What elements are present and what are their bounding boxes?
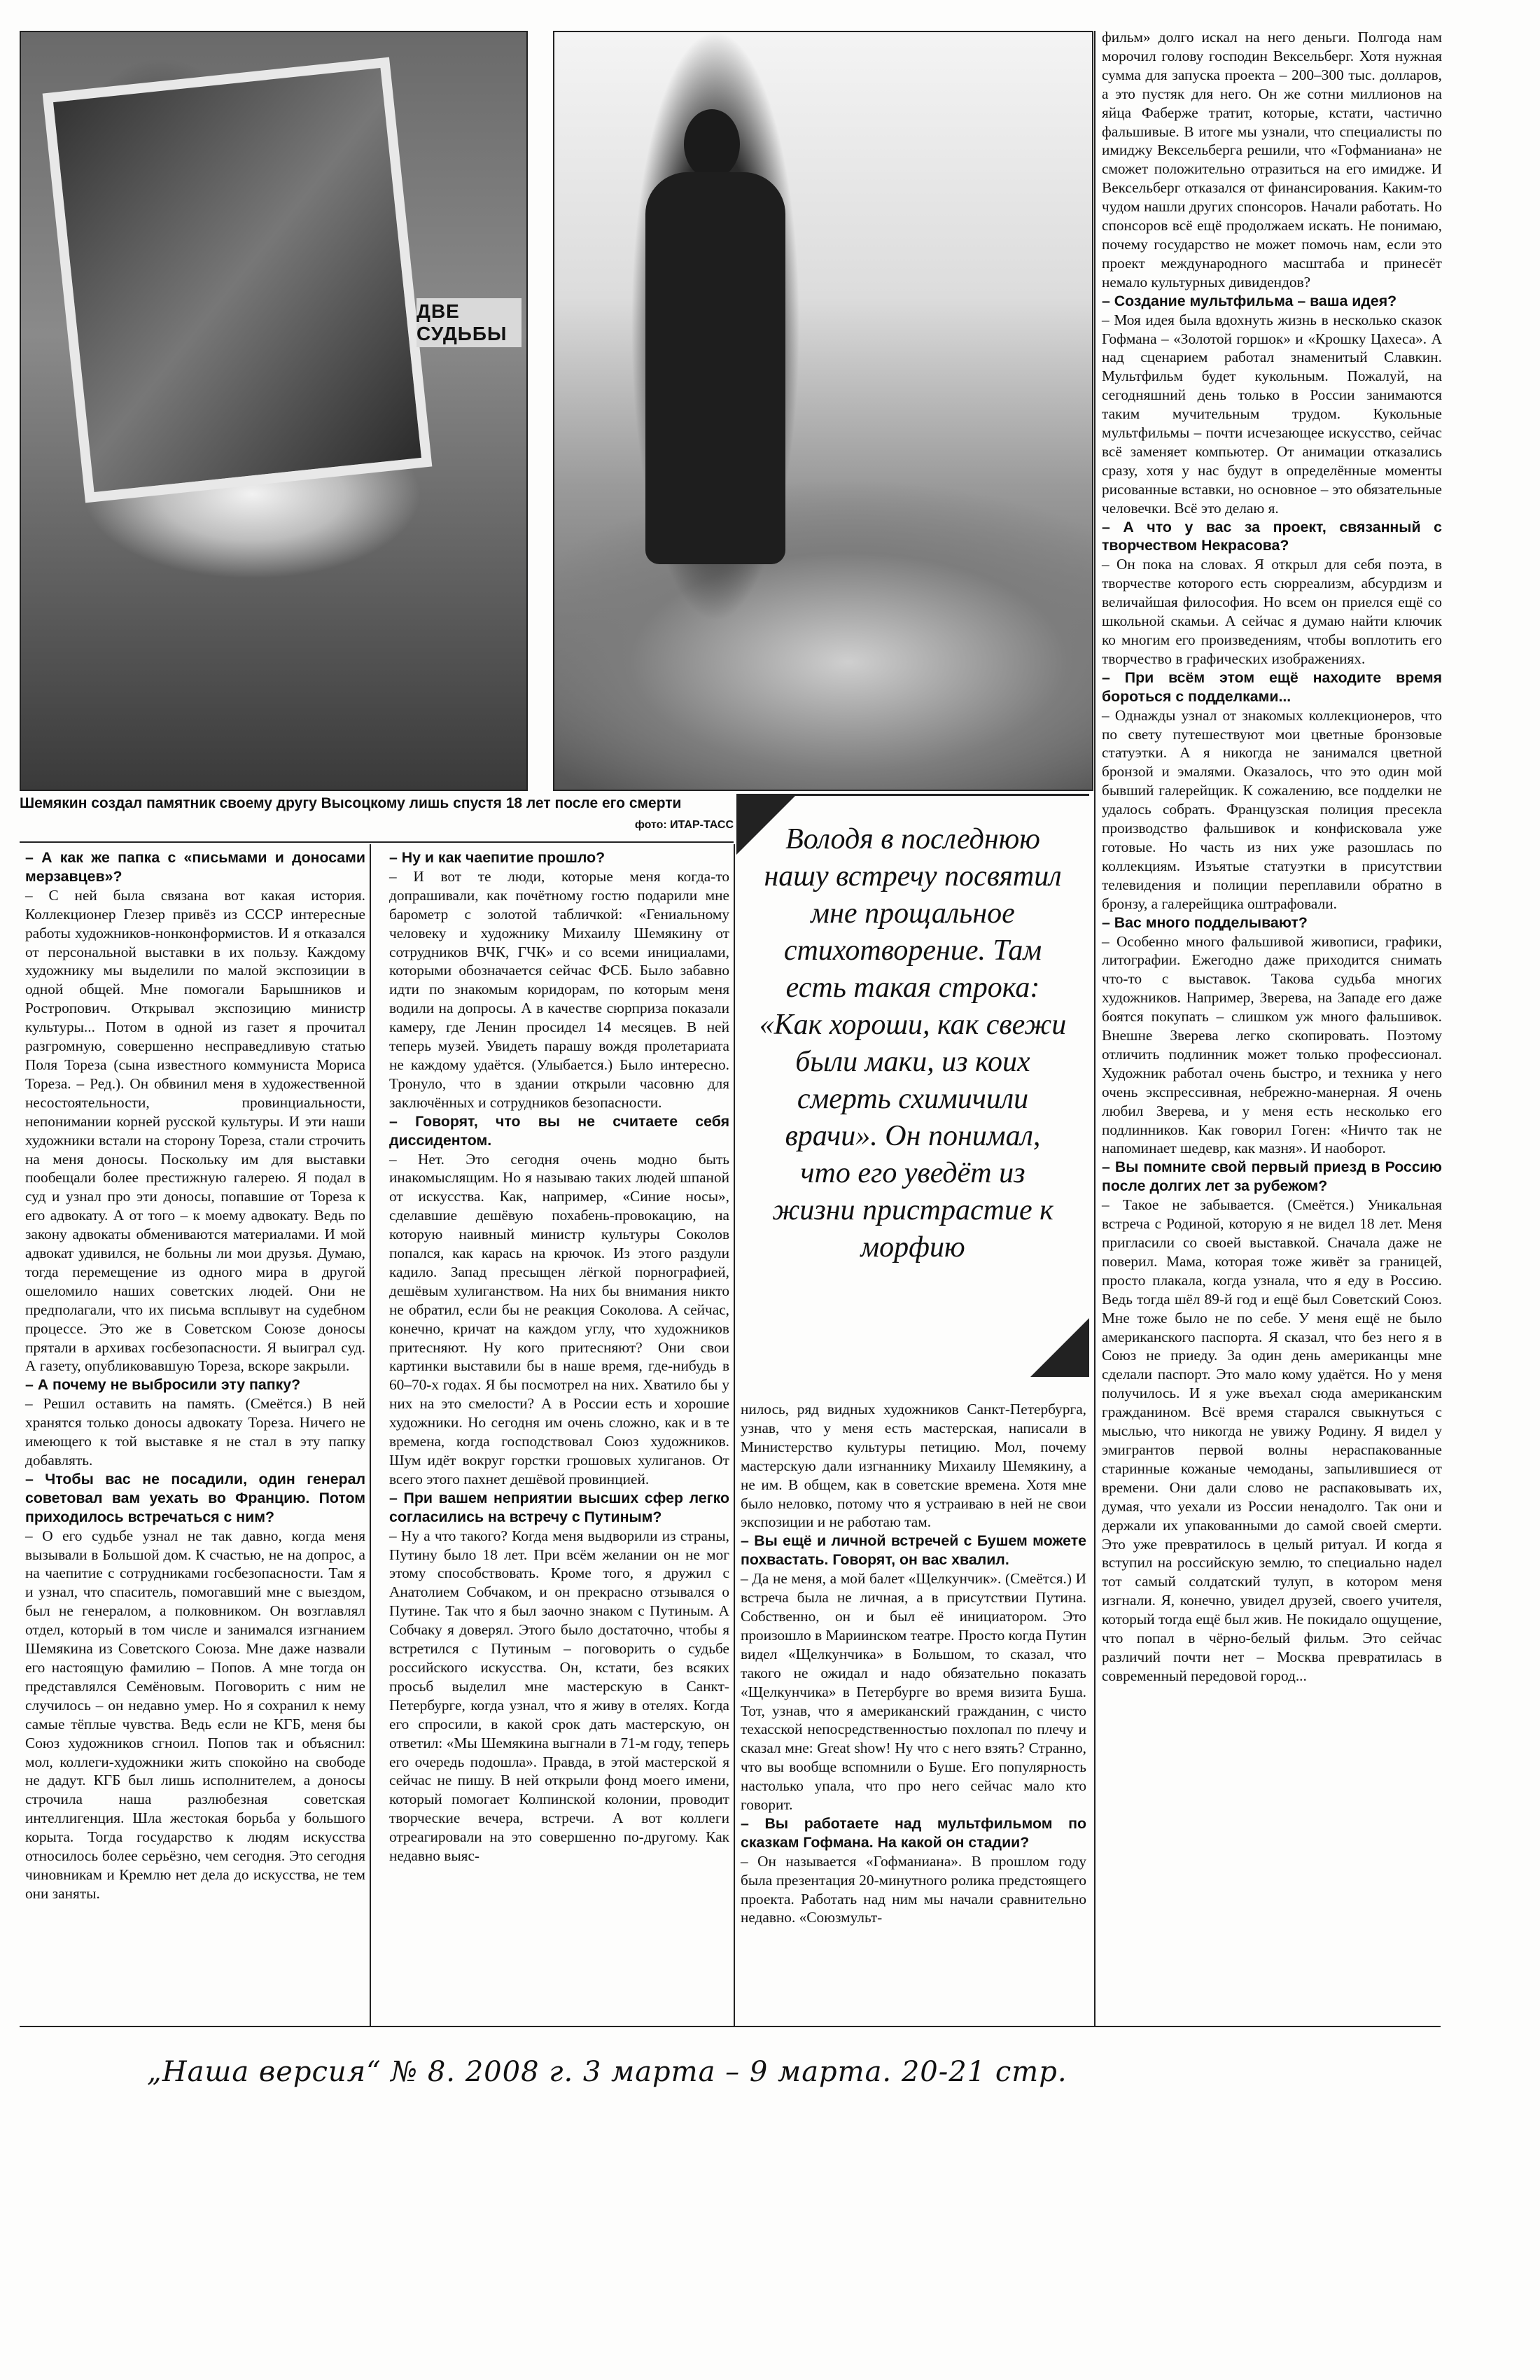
interview-answer: – Да не меня, а мой балет «Щелкунчик». (Смеётся.) И встреча была не личная, а в присутствии Путина. Собственно, он и был её инициатором. Это произошло в Мариинском театре. Просто когда Путин видел «Щелкунчика» в Большом, то сказал, что такого не ожидал и надо обязательно показать «Щелкунчика» в Петербурге во время визита Буша. Тот, узнав, что я американский гражданин, с чисто техасской непосредственностью похлопал по плечу и сказал мне: Great show! Ну что с него взять? Странно, что вы вообще вспомнили о Буше. Его популярность настолько упала, что про него сейчас мало кто говорит. bbox=[741, 1570, 1086, 1814]
interview-answer: фильм» долго искал на него деньги. Полгода нам морочил голову господин Вексельберг. Хотя нужная сумма для запуска проекта – 200–300 тыс. долларов, а это пустяк для него. Он же сотни миллионов на яйца Фаберже тратит, которые, кстати, частично фальшивые. В итоге мы узнали, что специалисты по имиджу Вексельберга решили, что «Гофманиана» не сможет положительно отразиться на его имидже. И Вексельберг отказался от финансирования. Каким-то чудом нашли других спонсоров. Начали работать. Но спонсоров всё ещё продолжаем искать. Не понимаю, почему государство не может помочь нам, если это проект международного масштаба и принесёт немало культурных дивидендов? bbox=[1102, 29, 1442, 290]
interview-question: – А как же папка с «письмами и доносами мерзавцев»? bbox=[25, 849, 365, 885]
interview-question: – Создание мультфильма – ваша идея? bbox=[1102, 292, 1397, 309]
column-rule bbox=[370, 844, 371, 2027]
interview-answer: – Решил оставить на память. (Смеётся.) В ней хранятся только доносы адвокату Тореза. Ничего не имеющего к той выставке я не стал в эту папку добавлять. bbox=[25, 1395, 365, 1469]
interview-answer: – Нет. Это сегодня очень модно быть инакомыслящим. Но я называю таких людей шпаной от искусства. Как, например, «Синие носы», сделавшие дешёвую похабень-провокацию, на которую наивный министр культуры Соколов попался, как карась на крючок. Из этого раздули кадило. Запад пресыщен лёгкой порнографией, дешёвым хулиганством. На них бы внимания никто не обратил, если бы не реакция Соколова. А сейчас, конечно, кричат на каждом углу, что художников притесняют. Ну кого притесняют? Они свои картинки выставили бы в наше время, где-нибудь в 60–70-х годах. Я бы посмотрел на них. Хватило бы у них на это смелости? А в России есть и хорошие художники. Но сегодня им очень сложно, как и в те времена, когда господствовал Союз художников. Шум идёт вокруг горстки грошовых хулиганов. От всего этого пахнет дешёвой провинцией. bbox=[389, 1150, 729, 1488]
article-column-3 bbox=[741, 1400, 1086, 2023]
caption-rule bbox=[20, 841, 734, 843]
handwritten-source-note: „Наша версия“ № 8. 2008 г. 3 марта – 9 марта. 20-21 стр. bbox=[147, 2056, 1068, 2088]
exhibition-photo bbox=[20, 31, 528, 791]
column-rule bbox=[1094, 31, 1096, 2026]
article-column-1 bbox=[25, 848, 365, 2024]
photo-sign: ДВЕ СУДЬБЫ bbox=[416, 298, 522, 347]
interview-answer: – Однажды узнал от знакомых коллекционеров, что по свету путешествуют мои цветные бронзовые статуэтки. А я никогда не занимался цветной бронзой и эмалями. Оказалось, что это один мой бывший галерейщик. К сожалению, все подделки не удалось собрать. Французская полиция пресекла производство фальшивок и конфисковала уже готовые. Но часть из них уже разошлась по коллекциям. Изъятые статуэтки в присутствии телевидения и полиции переплавили обратно в бронзу, а галерейщика оштрафовали. bbox=[1102, 706, 1442, 912]
interview-question: – Вас много подделывают? bbox=[1102, 913, 1308, 931]
statue-head bbox=[684, 109, 740, 179]
interview-question: – Вы ещё и личной встречей с Бушем можете похвастать. Говорят, он вас хвалил. bbox=[741, 1532, 1086, 1569]
interview-question: – А что у вас за проект, связанный с творчеством Некрасова? bbox=[1102, 518, 1442, 554]
interview-answer: – Такое не забывается. (Смеётся.) Уникальная встреча с Родиной, которую я не видел 18 лет. Меня пригласили со своей выставкой. Сначала даже не поверил. Мама, которая тоже живёт за границей, просто плакала, когда узнала, что я еду в Россию. Ведь тогда шёл 89-й год и ещё был Советский Союз. Мне тоже было не по себе. У меня ещё не было американского паспорта. Я сказал, что без него я в Союз не приеду. За один день американцы мне сделали паспорт. Это мало кому удаётся. Но у меня получилось. И я уже въехал сюда американским гражданином. Всё время старался свыкнуться с мыслью, что никогда не увижу Родину. Я видел у эмигрантов первой волны нераспакованные старинные кожаные чемоданы, запылившиеся от времени. Они дали слово не распаковывать их, думая, что уехали из России ненадолго. Так они и держали их упакованными до самой своей смерти. Это уже превратилось в целый ритуал. И когда я вступил на российскую землю, то специально надел тот самый солдатский тулуп, в котором меня изгнали. Я, конечно, увидел друзей, своего учителя, который тогда ещё был жив. Не покидало ощущение, что попал в чёрно-белый фильм. Это сейчас различий почти нет – Москва превратилась в современный передовой город... bbox=[1102, 1196, 1442, 1684]
interview-answer: – Особенно много фальшивой живописи, графики, литографии. Ежегодно даже приходится снимать что-то с выставок. Такова судьба многих художников. Например, Зверева, на Западе его даже боятся покупать – слишком уж много фальшивок. Внешне Зверева легко скопировать. Поэтому отличить подлинник может только профессионал. Художник работал очень быстро, и техника у него очень экспрессивная, небрежно-манерная. Я очень любил Зверева, и у меня есть несколько его подлинников. Как говорил Гоген: «Ничто так не напоминает шедевр, как мазня». И наоборот. bbox=[1102, 932, 1442, 1157]
column-rule bbox=[734, 844, 735, 2027]
article-column-2 bbox=[389, 848, 729, 2024]
photo-credit: фото: ИТАР-ТАСС bbox=[634, 819, 734, 831]
interview-question: – Вы работаете над мультфильмом по сказкам Гофмана. На какой он стадии? bbox=[741, 1814, 1086, 1851]
interview-answer: – О его судьбе узнал не так давно, когда меня вызывали в Большой дом. К счастью, не на допрос, а на чаепитие с сотрудниками госбезопасности. Там я и узнал, что спаситель, помогавший мне с выездом, был не генералом, а полковником. Он возглавлял отдел, который в том числе и занимался изгнанием Шемякина из Советского Союза. Мне даже назвали его настоящую фамилию – Попов. А мне тогда он представлялся Семёновым. Поговорить с ним не случилось – он недавно умер. Но я сохранил к нему самые тёплые чувства. Ведь если не КГБ, меня бы Союз художников сгноил. Попов так и объяснил: мол, коллеги-художники жить спокойно на свободе не дадут. КГБ был лишь исполнителем, а доносы строчила наша разлюбезная советская интеллигенция. Шла жестокая борьба у большого корыта. Тогда государство к людям искусства относилось более серьёзно, чем сегодня. Это сегодня чиновникам и Кремлю нет дела до искусства, не тем они заняты. bbox=[25, 1527, 365, 1902]
interview-answer: – Он называется «Гофманиана». В прошлом году была презентация 20-минутного ролика предстоящего проекта. Работать над ним мы начали сравнительно недавно. «Союзмульт- bbox=[741, 1852, 1086, 1926]
quote-corner-decoration bbox=[1030, 1318, 1089, 1377]
interview-answer: – Он пока на словах. Я открыл для себя поэта, в творчестве которого есть сюрреализм, абсурдизм и величайшая философия. Но всем он приелся ещё со школьной скамьи. А сейчас я думаю найти ключик ко многим его произведениям, чтобы воплотить его творчество в графических изображениях. bbox=[1102, 556, 1442, 667]
interview-question: – При вашем неприятии высших сфер легко согласились на встречу с Путиным? bbox=[389, 1489, 729, 1525]
interview-question: – Ну и как чаепитие прошло? bbox=[389, 849, 606, 866]
photo-caption bbox=[20, 794, 734, 836]
interview-question: – Говорят, что вы не считаете себя диссидентом. bbox=[389, 1112, 729, 1149]
interview-answer: – С ней была связана вот какая история. Коллекционер Глезер привёз из СССР интересные работы художников-нонконформистов. И я отказался от персональной выставки в их пользу. Каждому художнику мы выделили по малой экспозиции в одной общей. Мне помогали Барышников и Ростропович. Открывал экспозицию министр культуры... Потом в одной из газет я прочитал разгромную, совершенно несправедливую статью Поля Тореза (сына известного коммуниста Мориса Тореза. – Ред.). Он обвинил меня в художественной несостоятельности, провинциальности, непонимании корней русской культуры. И эти наши художники встали на сторону Тореза, стали строчить на меня доносы. Поскольку им для выставки пообещали более престижную галерею. Я подал в суд и узнал про эти доносы, попавшие от Тореза к его адвокату. А от того – к моему адвокату. Ведь по закону адвокаты обмениваются материалами. И мой адвокат удивился, не больны ли мои друзья. Думаю, тогда перемещение из одного мира в другой ошеломило наших советских людей. Они не предполагали, что их письма всплывут на судебном процессе. Это же в Советском Союзе доносы прятали в архивах госбезопасности. Я выиграл суд. А газету, опубликовавшую Тореза, вскоре закрыли. bbox=[25, 886, 365, 1375]
interview-question: – А почему не выбросили эту папку? bbox=[25, 1376, 301, 1394]
statue-body bbox=[645, 172, 785, 564]
interview-question: – Вы помните свой первый приезд в Россию после долгих лет за рубежом? bbox=[1102, 1158, 1442, 1195]
article-column-4 bbox=[1102, 28, 1442, 2023]
interview-answer: – Ну а что такого? Когда меня выдворили из страны, Путину было 18 лет. При всём желании он не мог этому способствовать. Кроме того, я дружил с Анатолием Собчаком, и он прекрасно отзывался о Путине. Так что я был заочно знаком с Путиным. А Собчаку я доверял. Этого было достаточно, чтобы я встретился с Путиным – поговорить о судьбе российского искусства. Он, кстати, без всяких просьб выделил мне мастерскую в Санкт-Петербурге, когда узнал, что я живу в отелях. Когда его спросили, в какой срок дать мастерскую, он ответил: «Мы Шемякина выгнали в 71-м году, теперь его очередь подошла». Правда, в этой мастерской я сейчас не пишу. В ней открыли фонд моего имени, который помогает Колпинской колонии, проводит творческие вечера, встречи. А вот коллеги отреагировали на это совершенно по-другому. Как недавно выяс- bbox=[389, 1527, 729, 1865]
interview-answer: – Моя идея была вдохнуть жизнь в несколько сказок Гофмана – «Золотой горшок» и «Крошку Цахеса». А над сценарием работал знаменитый Славкин. Мультфильм будет кукольным. Пожалуй, на сегодняшний день только в России занимаются таким мучительным трудом. Кукольные мультфильмы – почти исчезающее искусство, сейчас всё заменяет компьютер. От анимации отказались сразу, хотя у нас будут в определённые моменты рисованные вставки, но основное – это обязательные человечки. Всё это делаю я. bbox=[1102, 311, 1442, 517]
interview-question: – Чтобы вас не посадили, один генерал советовал вам уехать во Францию. Потом приходилось встречаться с ним? bbox=[25, 1470, 365, 1525]
interview-question: – При всём этом ещё находите время бороться с подделками... bbox=[1102, 668, 1442, 705]
monument-photo bbox=[553, 31, 1093, 791]
caption-text: Шемякин создал памятник своему другу Высоцкому лишь спустя 18 лет после его смерти bbox=[20, 795, 682, 811]
pull-quote bbox=[736, 794, 1089, 1377]
bottom-rule bbox=[20, 2026, 1441, 2027]
interview-answer: нилось, ряд видных художников Санкт-Петербурга, узнав, что у меня есть мастерская, написали в Министерство культуры петицию. Мол, почему мастерскую дали изгнаннику Михаилу Шемякину, а не им. В общем, как в советские времена. Хотя мне было неловко, потому что я устраиваю в ней не свои экспозиции и не работаю там. bbox=[741, 1401, 1086, 1531]
interview-answer: – И вот те люди, которые меня когда-то допрашивали, как почётному гостю подарили мне барометр с золотой табличкой: «Гениальному человеку и художнику Михаилу Шемякину от сотрудников ВЧК, ГЧК» и со всеми инициалами, которыми обозначается сейчас ФСБ. Было забавно идти по знакомым коридорам, по которым меня водили на допросы. А в качестве сюрприза показали камеру, где Ленин просидел 14 месяцев. В ней теперь музей. Увидеть парашу вождя пролетариата не каждому удаётся. (Улыбается.) Было интересно. Тронуло, что в здании открыли часовню для заключённых и сотрудников безопасности. bbox=[389, 867, 729, 1111]
photo-frame bbox=[43, 57, 433, 503]
pull-quote-text: Володя в последнюю нашу встречу посвятил мне прощальное стихотворение. Там есть такая строка: «Как хороши, как свежи были маки, из коих смерть схимичили врачи». Он понимал, что его уведёт из жизни пристрастие к морфию bbox=[759, 823, 1067, 1264]
